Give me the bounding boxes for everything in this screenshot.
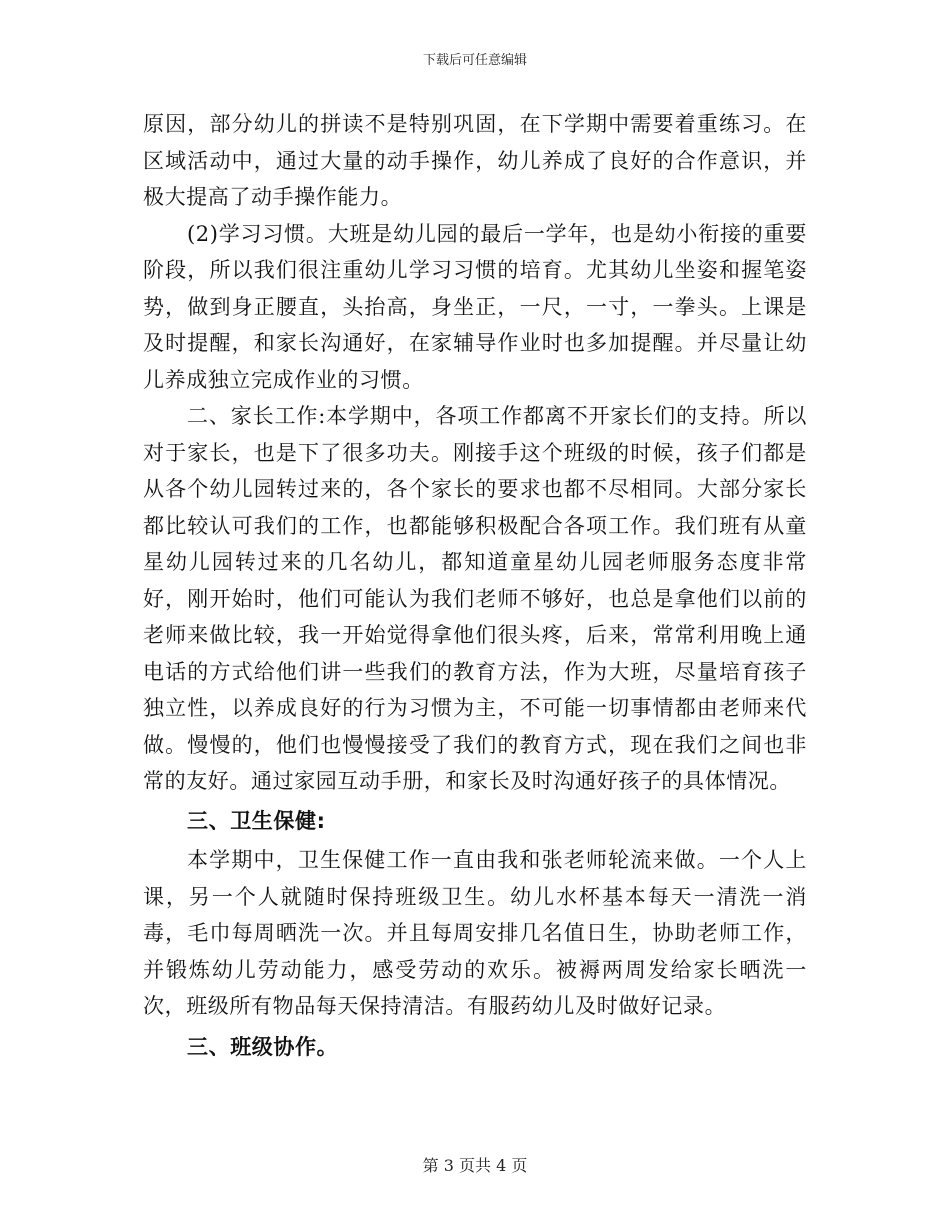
document-body: [143, 106, 807, 1068]
page-header: 下载后可任意编辑: [422, 53, 527, 68]
paragraph-continuation: 原因，部分幼儿的拼读不是特别巩固，在下学期中需要着重练习。在区域活动中，通过大量的动手操作，幼儿养成了良好的合作意识，并极大提高了动手操作能力。: [143, 112, 807, 209]
paragraph-hygiene: 本学期中，卫生保健工作一直由我和张老师轮流来做。一个人上课，另一个人就随时保持班级卫生。幼儿水杯基本每天一清洗一消毒，毛巾每周晒洗一次。并且每周安排几名值日生，协助老师工作，并锻炼幼儿劳动能力，感受劳动的欢乐。被褥两周发给家长晒洗一次，班级所有物品每天保持清洁。有服药幼儿及时做好记录。: [143, 848, 807, 1018]
section-heading-hygiene: 三、卫生保健:: [187, 808, 326, 833]
paragraph-study-habits: (2)学习习惯。大班是幼儿园的最后一学年，也是幼小衔接的重要阶段，所以我们很注重幼儿学习习惯的培育。尤其幼儿坐姿和握笔姿势，做到身正腰直，头抬高，身坐正，一尺，一寸，一拳头。上课是及时提醒，和家长沟通好，在家辅导作业时也多加提醒。并尽量让幼儿养成独立完成作业的习惯。: [143, 221, 807, 392]
paragraph-parent-work: 二、家长工作:本学期中，各项工作都离不开家长们的支持。所以对于家长，也是下了很多功夫。刚接手这个班级的时候，孩子们都是从各个幼儿园转过来的，各个家长的要求也都不尽相同。大部分家长都比较认可我们的工作，也都能够积极配合各项工作。我们班有从童星幼儿园转过来的几名幼儿，都知道童星幼儿园老师服务态度非常好，刚开始时，他们可能认为我们老师不够好，也总是拿他们以前的老师来做比较，我一开始觉得拿他们很头疼，后来，常常利用晚上通电话的方式给他们讲一些我们的教育方法，作为大班，尽量培育孩子独立性，以养成良好的行为习惯为主，不可能一切事情都由老师来代做。慢慢的，他们也慢慢接受了我们的教育方式，现在我们之间也非常的友好。通过家园互动手册，和家长及时沟通好孩子的具体情况。: [143, 404, 807, 793]
section-heading-class-cooperation: 三、班级协作。: [187, 1034, 339, 1059]
page-footer: 第 3 页共 4 页: [422, 1156, 528, 1175]
